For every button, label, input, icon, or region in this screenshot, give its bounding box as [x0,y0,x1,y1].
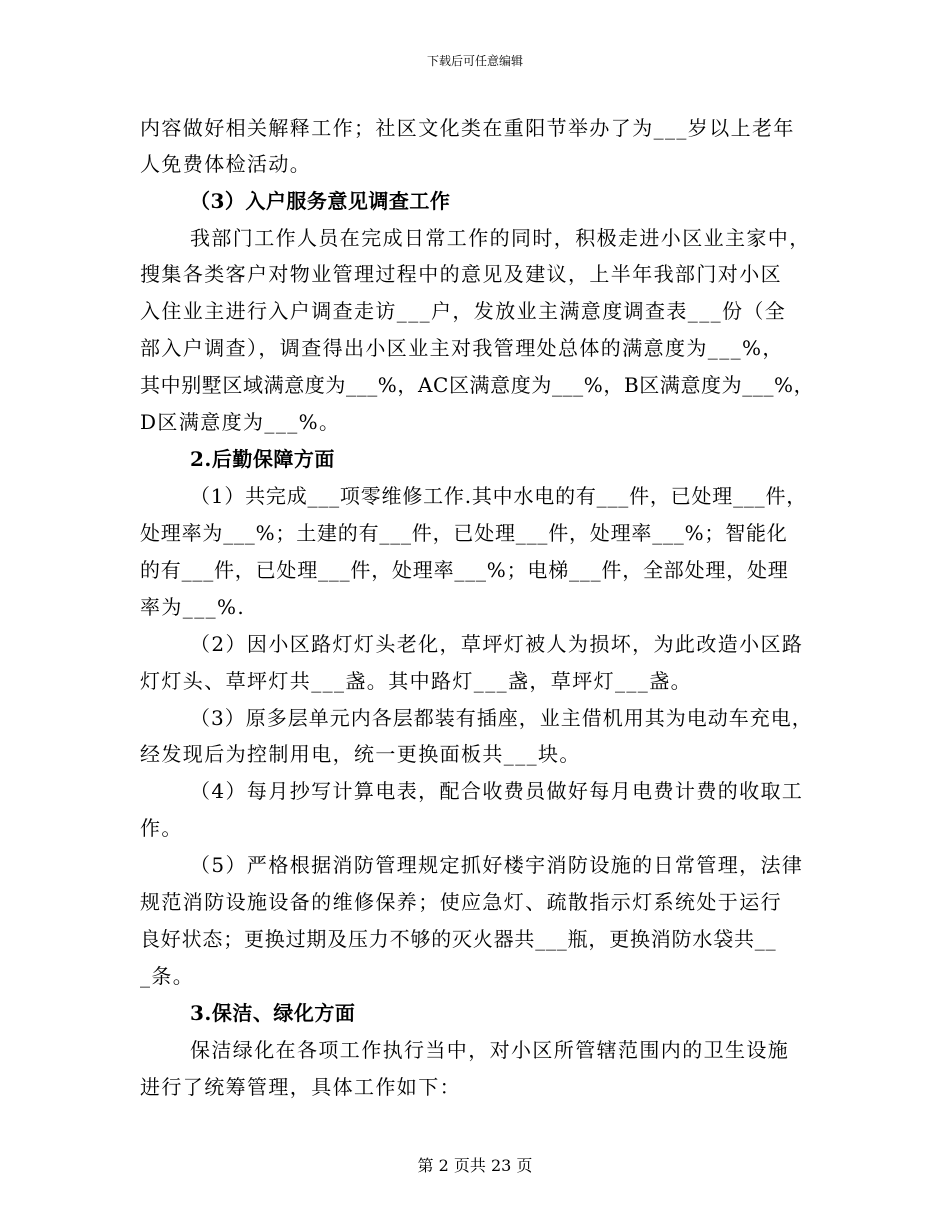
body-line: 保洁绿化在各项工作执行当中，对小区所管辖范围内的卫生设施 [190,1038,790,1062]
body-line: 处理率为___%；土建的有___件，已处理___件，处理率___%；智能化 [140,521,788,545]
page-footer: 第 2 页共 23 页 [417,1156,533,1175]
page-header: 下载后可任意编辑 [426,54,523,68]
body-line: _条。 [140,964,195,988]
body-line: （1）共完成___项零维修工作.其中水电的有___件，已处理___件， [190,484,808,508]
body-line: 的有___件，已处理___件，处理率___%；电梯___件，全部处理，处理 [140,558,789,582]
body-line: 率为___%. [140,595,246,619]
body-line: 搜集各类客户对物业管理过程中的意见及建议，上半年我部门对小区 [140,262,782,286]
section-heading: 2.后勤保障方面 [190,447,335,471]
body-line: （2）因小区路灯灯头老化，草坪灯被人为损坏，为此改造小区路 [190,632,804,656]
body-line: （5）严格根据消防管理规定抓好楼宇消防设施的日常管理，法律 [190,853,804,877]
body-line: （4）每月抄写计算电表，配合收费员做好每月电费计费的收取工 [190,779,804,803]
body-line: 入住业主进行入户调查走访___户，发放业主满意度调查表___份（全 [140,299,787,323]
body-line: （3）原多层单元内各层都装有插座，业主借机用其为电动车充电， [190,706,813,730]
body-line: 进行了统筹管理，具体工作如下： [140,1075,461,1099]
body-line: 规范消防设施设备的维修保养；使应急灯、疏散指示灯系统处于运行 [140,890,782,914]
section-heading: （3）入户服务意见调查工作 [190,189,451,213]
section-heading: 3.保洁、绿化方面 [190,1001,356,1025]
body-line: 内容做好相关解释工作；社区文化类在重阳节举办了为___岁以上老年 [140,116,795,140]
body-line: 良好状态；更换过期及压力不够的灭火器共___瓶，更换消防水袋共__ [140,927,777,951]
body-line: 部入户调查），调查得出小区业主对我管理处总体的满意度为___%， [140,336,784,360]
body-line: 其中别墅区域满意度为___%，AC区满意度为___%，B区满意度为___%， [140,373,815,397]
body-line: 灯灯头、草坪灯共___盏。其中路灯___盏，草坪灯___盏。 [140,669,692,693]
body-line: D区满意度为___%。 [140,410,341,434]
body-line: 我部门工作人员在完成日常工作的同时，积极走进小区业主家中， [190,226,811,250]
body-line: 人免费体检活动。 [140,152,312,176]
body-line: 经发现后为控制用电，统一更换面板共___块。 [140,742,581,766]
body-line: 作。 [140,816,183,840]
